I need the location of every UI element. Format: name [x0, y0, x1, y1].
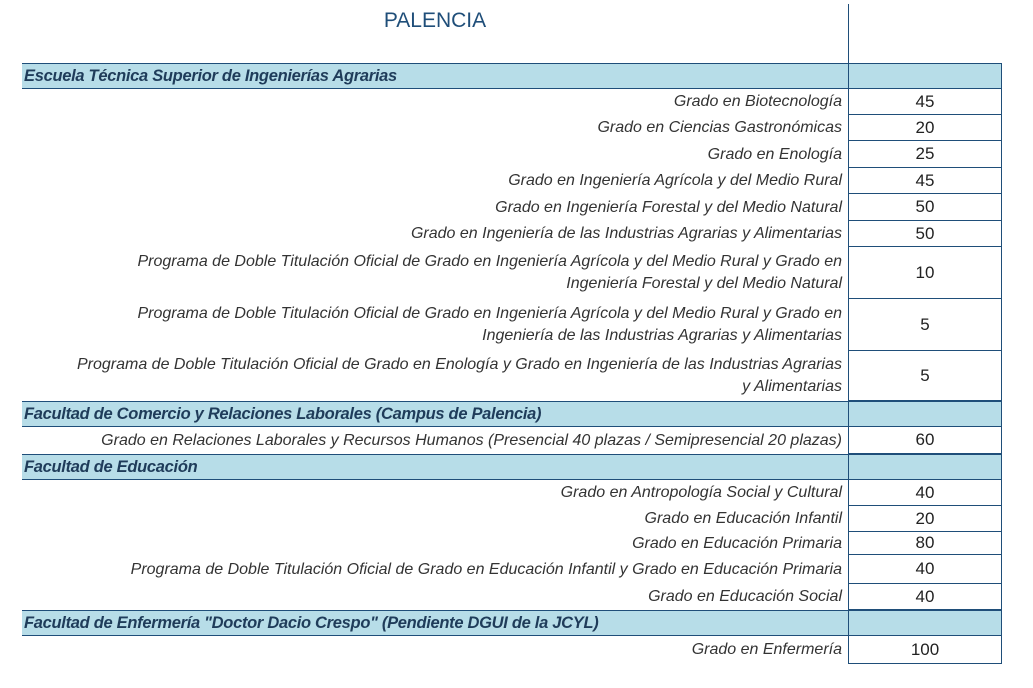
section-value-cell: [848, 401, 1002, 427]
places-value: 25: [848, 141, 1002, 168]
degree-label: Grado en Ciencias Gastronómicas: [597, 119, 842, 136]
degree-label: [22, 247, 842, 299]
degree-label: Grado en Relaciones Laborales y Recursos Humanos (Presencial 40 plazas / Semipresencial 20 plazas): [101, 431, 842, 449]
places-value: 40: [848, 584, 1002, 610]
places-value: 50: [848, 221, 1002, 247]
degree-label-line: Ingeniería de las Industrias Agrarias y Alimentarias: [482, 327, 842, 344]
degree-label-line: y Alimentarias: [742, 378, 842, 395]
section-name: Escuela Técnica Superior de Ingenierías Agrarias: [24, 66, 397, 85]
table-row: [22, 636, 1002, 664]
table-row: [22, 168, 1002, 194]
table-row: [22, 194, 1002, 221]
section-header-row: [22, 610, 1002, 636]
table-row: [22, 89, 1002, 115]
places-value: 45: [848, 89, 1002, 115]
section-value-cell: [848, 610, 1002, 636]
degree-label: Programa de Doble Titulación Oficial de Grado en Educación Infantil y Grado en Educación Primaria: [130, 560, 842, 578]
places-value: 10: [848, 247, 1002, 299]
degree-label: Grado en Ingeniería de las Industrias Agrarias y Alimentarias: [410, 225, 842, 242]
table-row: [22, 247, 1002, 299]
table-row: [22, 221, 1002, 247]
header-divider: [848, 4, 849, 64]
page-title: PALENCIA: [383, 9, 487, 32]
section-name: Facultad de Comercio y Relaciones Laborales (Campus de Palencia): [24, 404, 542, 423]
places-value: 60: [848, 427, 1002, 454]
table-row: [22, 115, 1002, 141]
section-header-row: [22, 63, 1002, 89]
degree-label-line: Programa de Doble Titulación Oficial de Grado en Enología y Grado en Ingeniería de las Industrias Agrarias: [76, 356, 842, 373]
degree-label: Grado en Ingeniería Agrícola y del Medio Rural: [508, 172, 842, 189]
places-value: 5: [848, 351, 1002, 401]
degree-label-line: Programa de Doble Titulación Oficial de Grado en Ingeniería Agrícola y del Medio Rural y Grado en: [137, 305, 842, 322]
degree-label: Grado en Educación Infantil: [644, 510, 842, 527]
degree-label-line: Programa de Doble Titulación Oficial de Grado en Ingeniería Agrícola y del Medio Rural y Grado en: [137, 253, 842, 270]
table-row: [22, 584, 1002, 610]
degree-label-line: Ingeniería Forestal y del Medio Natural: [566, 275, 842, 292]
table-row: [22, 141, 1002, 168]
places-value: 20: [848, 506, 1002, 532]
degree-label: [22, 351, 842, 401]
places-value: 45: [848, 168, 1002, 194]
table-row: [22, 427, 1002, 454]
places-value: 50: [848, 194, 1002, 221]
table-row: [22, 532, 1002, 555]
table-row: [22, 506, 1002, 532]
section-name: Facultad de Enfermería "Doctor Dacio Crespo" (Pendiente DGUI de la JCYL): [24, 613, 599, 632]
degree-label: [22, 299, 842, 351]
section-name: Facultad de Educación: [24, 457, 198, 476]
places-value: 80: [848, 532, 1002, 555]
places-value: 40: [848, 555, 1002, 584]
places-value: 100: [848, 636, 1002, 664]
section-value-cell: [848, 63, 1002, 89]
section-header-row: [22, 454, 1002, 480]
degree-label: Grado en Ingeniería Forestal y del Medio Natural: [495, 198, 842, 216]
places-value: 20: [848, 115, 1002, 141]
places-value: 40: [848, 480, 1002, 506]
table-row: [22, 351, 1002, 401]
table-row: [22, 480, 1002, 506]
table-row: [22, 299, 1002, 351]
degree-label: Grado en Educación Primaria: [632, 534, 842, 552]
degree-label: Grado en Biotecnología: [673, 93, 842, 110]
degree-label: Grado en Enfermería: [691, 641, 842, 658]
degree-label: Grado en Antropología Social y Cultural: [560, 484, 842, 501]
places-value: 5: [848, 299, 1002, 351]
degree-label: Grado en Enología: [707, 145, 842, 163]
table-row: [22, 555, 1002, 584]
section-value-cell: [848, 454, 1002, 480]
section-header-row: [22, 401, 1002, 427]
degree-label: Grado en Educación Social: [648, 588, 842, 605]
